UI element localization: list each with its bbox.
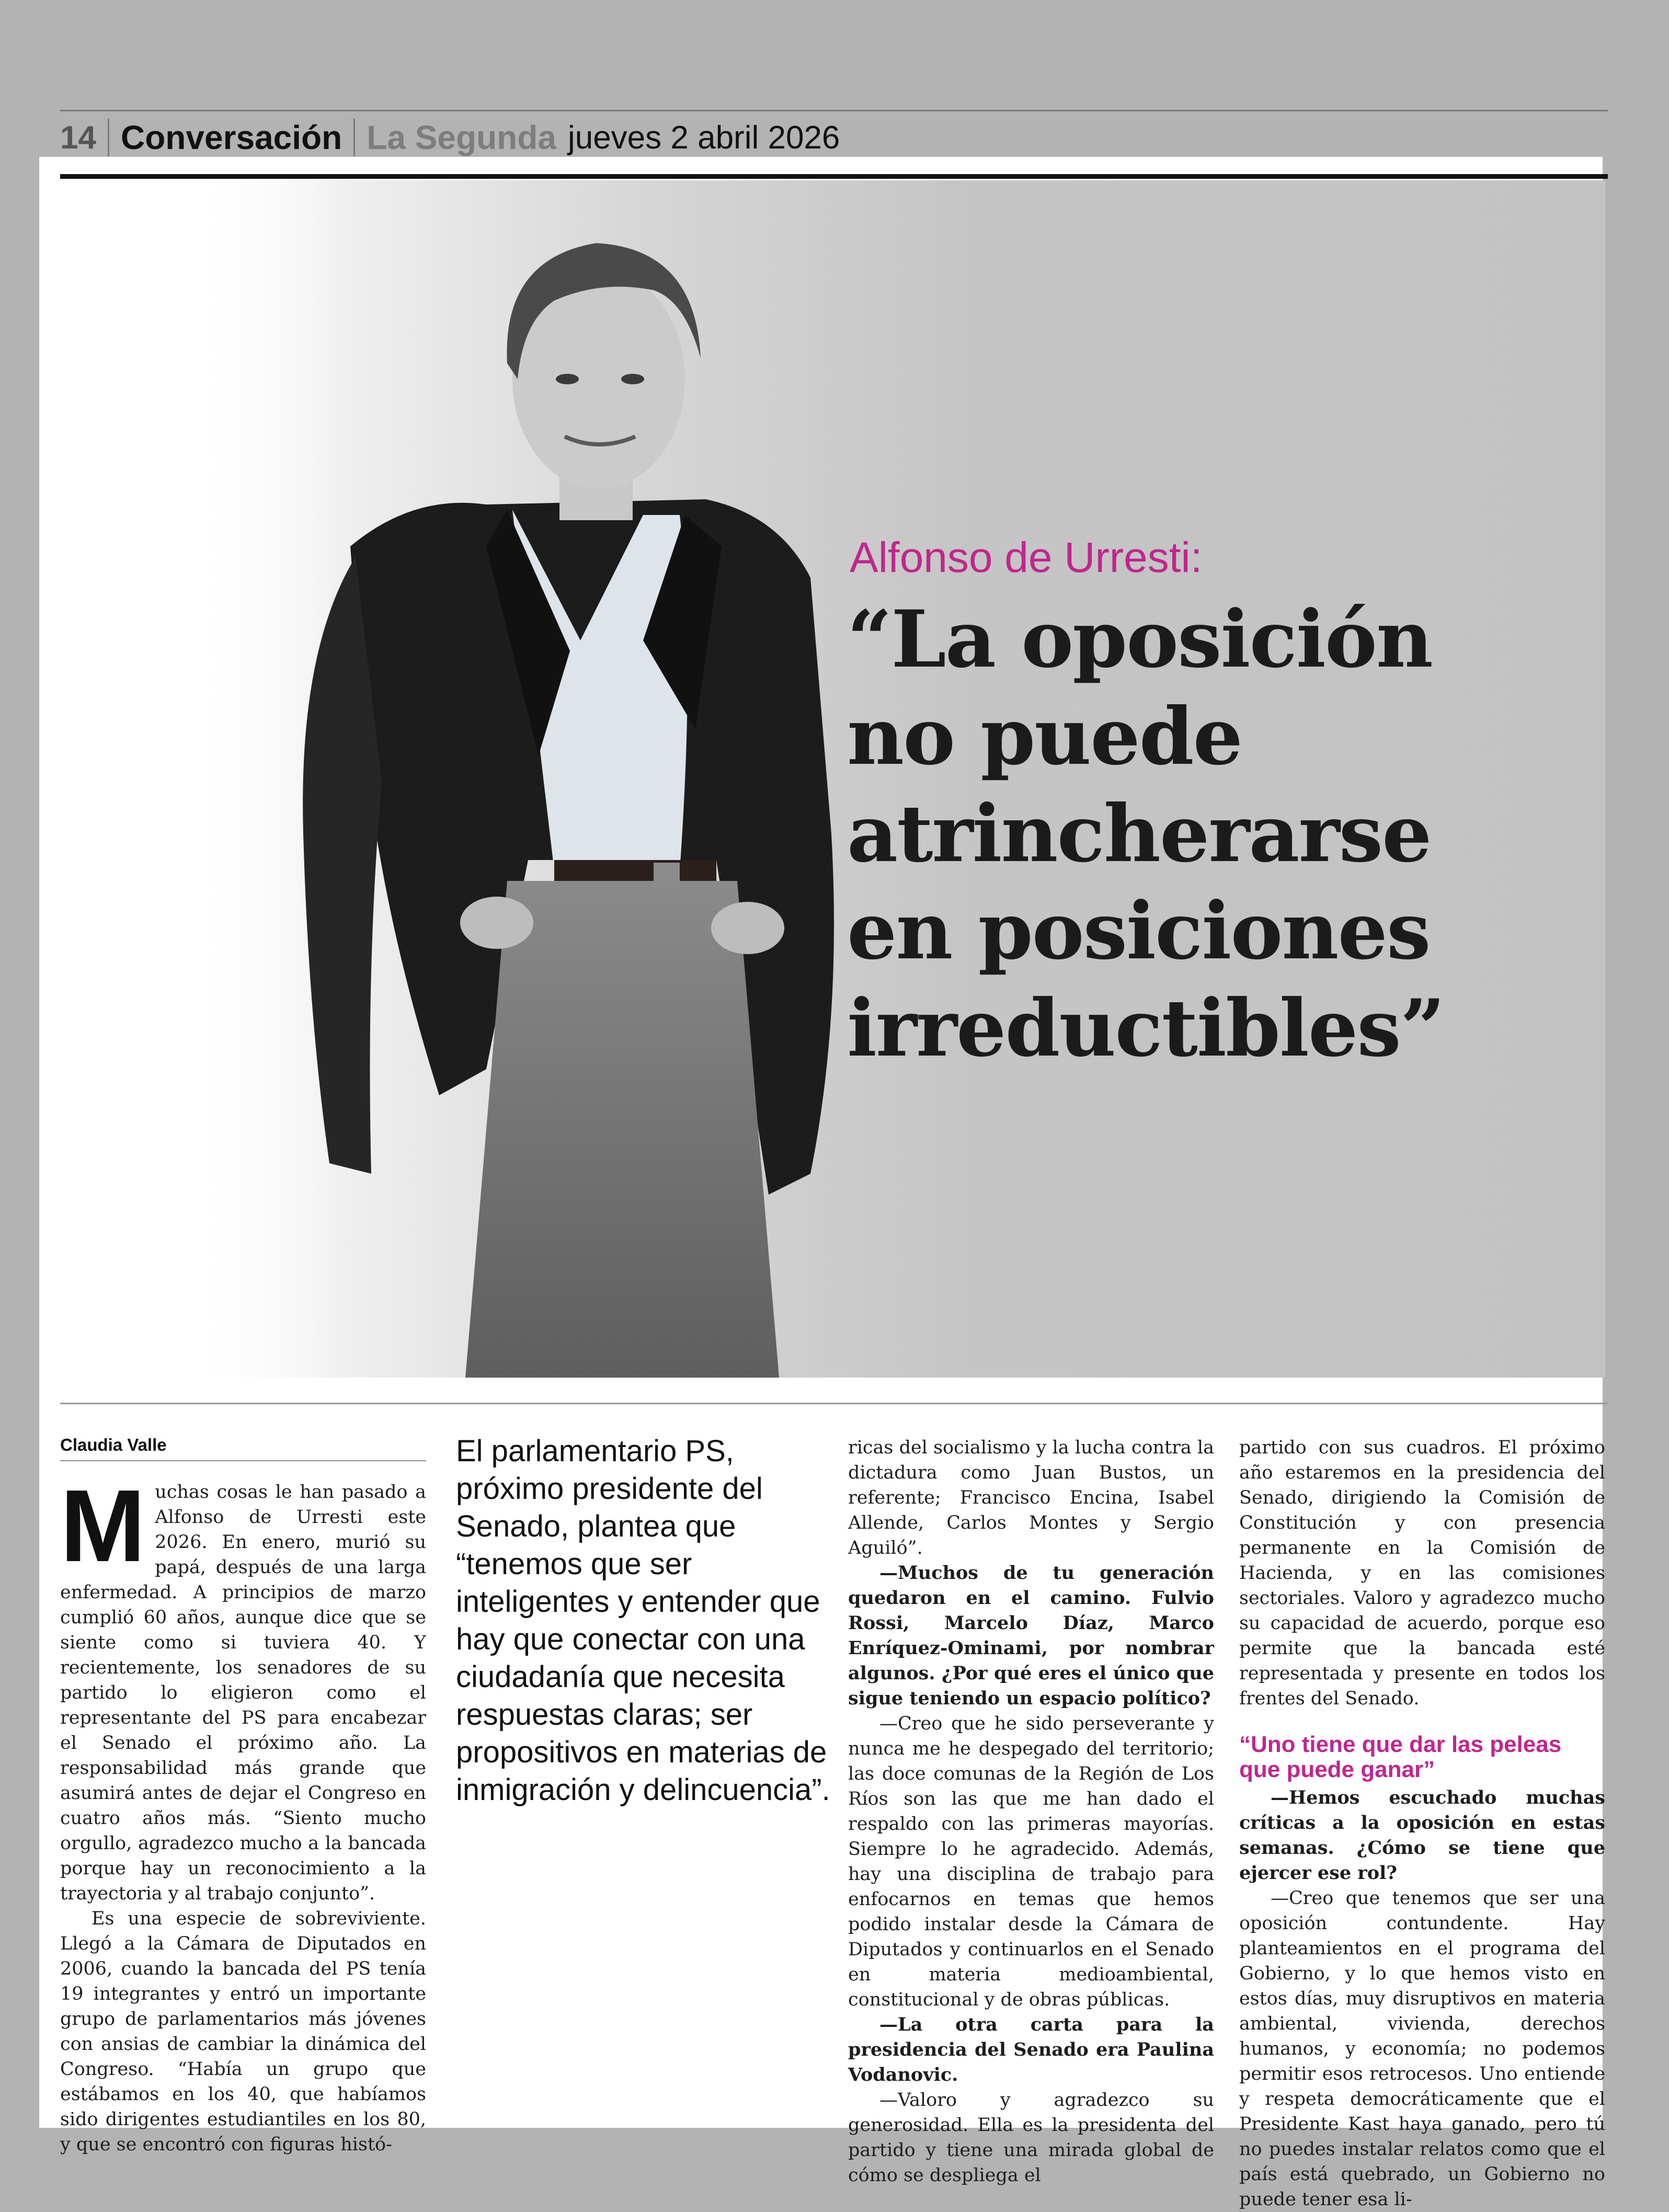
interview-question: —Hemos escuchado muchas críticas a la oposición en estas semanas. ¿Cómo se tiene que ejercer ese rol?: [1239, 1787, 1605, 1884]
article-column-3: [848, 1435, 1214, 2186]
author-byline: Claudia Valle: [60, 1435, 167, 1454]
header-top-rule: [60, 110, 1608, 111]
article-paragraph: [60, 1469, 426, 1906]
paragraph-text: uchas cosas le han pasado a Alfonso de Urresti este 2026. En enero, murió su papá, después de una larga enfermedad. A principios de marzo cumplió 60 años, aunque dice que se siente como si tuviera 40. Y recientemente, los senadores de su partido lo eligieron como el representante del PS para encabezar el Senado el próximo año. La responsabilidad más grande que asumirá antes de dejar el Congreso en cuatro años más. “Siento mucho orgullo, agradezco mucho a la bancada porque hay un reconocimiento a la trayectoria y al trabajo conjunto”.: [60, 1482, 426, 1904]
headline-line: en posiciones: [847, 885, 1430, 977]
article-paragraph: ricas del socialismo y la lucha contra la dictadura como Juan Bustos, un referente; Francisco Encina, Isabel Allende, Carlos Montes y Sergio Aguiló”.: [848, 1437, 1214, 1558]
section-title: Conversación: [120, 119, 342, 156]
interview-answer: —Creo que he sido perseverante y nunca me he despegado del territorio; las doce comunas de la Región de Los Ríos son las que me han dado el respaldo con las primeras mayorías. Siempre lo he agradecido. Además, hay una disciplina de trabajo para enfocarnos en temas que hemos podido instalar desde la Cámara de Diputados y continuarlos en el Senado en materia medioambiental, constitucional y de obras públicas.: [848, 1713, 1214, 2010]
byline-rule: [60, 1460, 426, 1461]
article-column-4: [1239, 1435, 1605, 2210]
article-paragraph: Es una especie de sobreviviente. Llegó a la Cámara de Diputados en 2006, cuando la bancada del PS tenía 19 integrantes y entró un importante grupo de parlamentarios más jóvenes con ansias de cambiar la dinámica del Congreso. “Había un grupo que estábamos en los 40, que habíamos sido dirigentes estudiantiles en los 80, y que se encontró con figuras histó-: [60, 1908, 426, 2155]
masthead: [60, 114, 1608, 161]
article-column-1: [60, 1469, 426, 2155]
masthead-divider: [353, 119, 355, 156]
hero-bottom-rule: [60, 1403, 1608, 1404]
section-subhead: “Uno tiene que dar las peleas que puede ganar”: [1239, 1732, 1562, 1782]
interviewee-name: Alfonso de Urresti:: [850, 534, 1203, 581]
interview-question: —Muchos de tu generación quedaron en el camino. Fulvio Rossi, Marcelo Díaz, Marco Enríquez-Ominami, por nombrar algunos. ¿Por qué eres el único que sigue teniendo un espacio político?: [848, 1562, 1214, 1709]
newspaper-name: La Segunda: [367, 119, 556, 156]
header-thick-rule: [60, 174, 1608, 179]
headline-line: irreductibles”: [847, 982, 1445, 1074]
headline-line: atrincherarse: [847, 788, 1431, 880]
masthead-divider: [108, 119, 109, 156]
pull-quote: El parlamentario PS, próximo presidente del Senado, plantea que “tenemos que ser inteligentes y entender que hay que conectar con una ciudadanía que necesita respuestas claras; ser propositivos en materias de inmigración y delincuencia”.: [456, 1434, 830, 1807]
interview-answer: —Creo que tenemos que ser una oposición contundente. Hay planteamientos en el programa del Gobierno, y lo que hemos visto en estos días, muy disruptivos en materia ambiental, vivienda, derechos humanos, y economía; no podemos permitir esos retrocesos. Uno entiende y respeta democráticamente que el Presidente Kast haya ganado, pero tú no puedes instalar relatos como que el país está quebrado, un Gobierno no puede tener esa li-: [1239, 1888, 1605, 2210]
issue-date: jueves 2 abril 2026: [567, 119, 840, 156]
interview-answer: —Valoro y agradezco su generosidad. Ella es la presidenta del partido y tiene una mirada global de cómo se despliega el: [848, 2090, 1214, 2186]
page-number: 14: [60, 119, 96, 156]
interview-question: —La otra carta para la presidencia del Senado era Paulina Vodanovic.: [848, 2014, 1214, 2085]
headline: [847, 591, 1595, 1077]
drop-cap: M: [60, 1469, 146, 1583]
headline-line: “La oposición: [847, 593, 1432, 685]
article-paragraph: partido con sus cuadros. El próximo año estaremos en la presidencia del Senado, dirigiendo la Comisión de Constitución y con presencia permanente en la Comisión de Hacienda, y en las comisiones sectoriales. Valoro y agradezco mucho su capacidad de acuerdo, porque eso permite que la bancada esté representada y presente en todos los frentes del Senado.: [1239, 1437, 1605, 1709]
headline-line: no puede: [847, 691, 1242, 783]
